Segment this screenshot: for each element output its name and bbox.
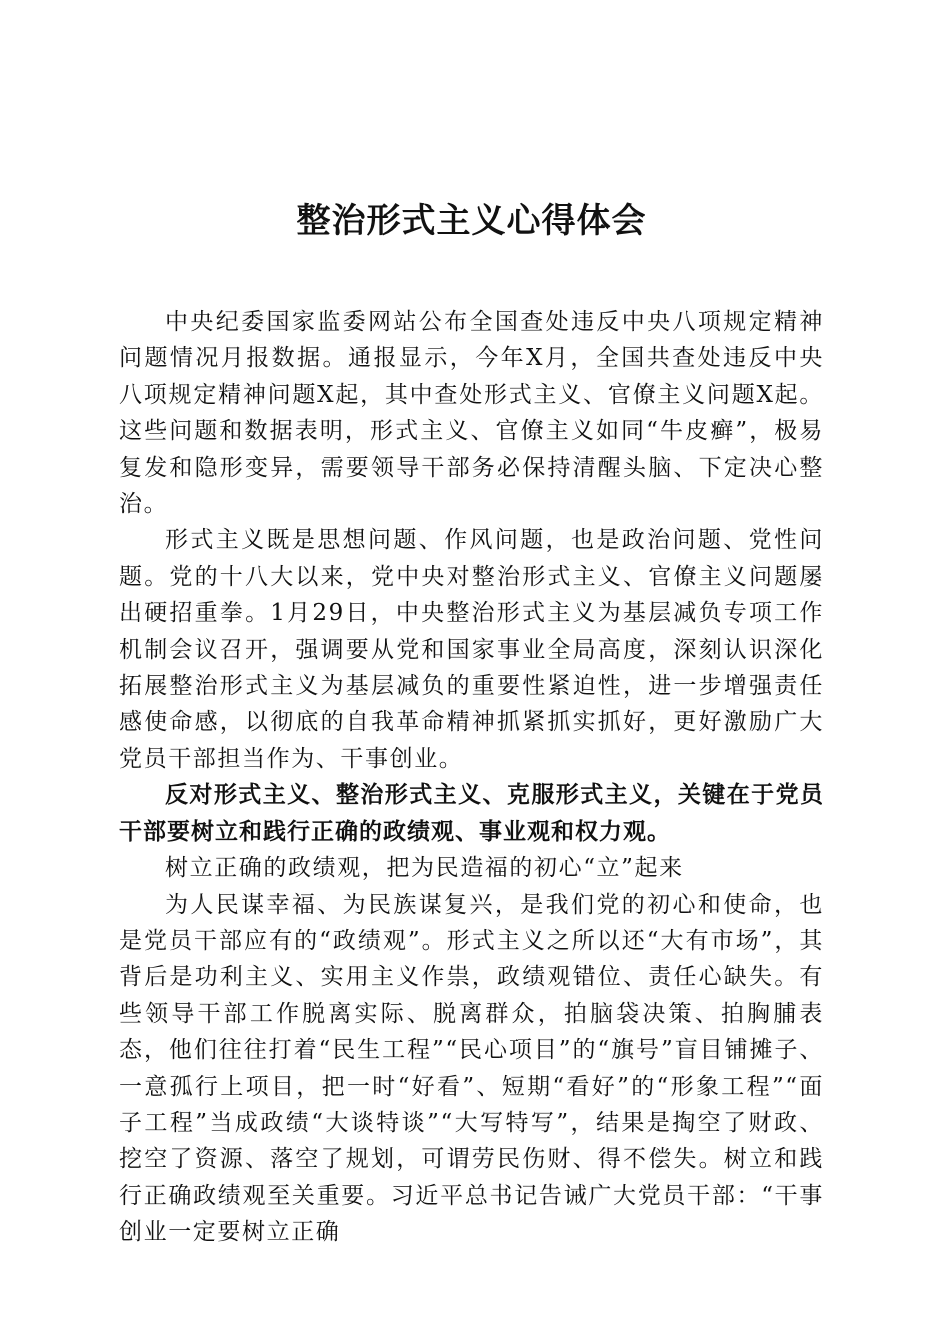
paragraph-5: 为人民谋幸福、为民族谋复兴，是我们党的初心和使命，也是党员干部应有的“政绩观”。形式主义之所以还“大有市场”，其背后是功利主义、实用主义作祟，政绩观错位、责任心缺失。有些领导干部工作脱离实际、脱离群众，拍脑袋决策、拍胸脯表态，他们往往打着“民生工程”“民心项目”的“旗号”盲目铺摊子、一意孤行上项目，把一时“好看”、短期“看好”的“形象工程”“面子工程”当成政绩“大谈特谈”“大写特写”，结果是掏空了财政、挖空了资源、落空了规划，可谓劳民伤财、得不偿失。树立和践行正确政绩观至关重要。习近平总书记告诫广大党员干部：“干事创业一定要树立正确 [119,891,824,1246]
paragraph-3-key-point: 反对形式主义、整治形式主义、克服形式主义，关键在于党员干部要树立和践行正确的政绩观、事业观和权力观。 [119,782,824,845]
section-heading: 树立正确的政绩观，把为民造福的初心“立”起来 [165,855,684,882]
paragraph-2: 形式主义既是思想问题、作风问题，也是政治问题、党性问题。党的十八大以来，党中央对整治形式主义、官僚主义问题屡出硬招重拳。1月29日，中央整治形式主义为基层减负专项工作机制会议召开，强调要从党和国家事业全局高度，深刻认识深化拓展整治形式主义为基层减负的重要性紧迫性，进一步增强责任感使命感，以彻底的自我革命精神抓紧抓实抓好，更好激励广大党员干部担当作为、干事创业。 [119,527,824,772]
document-title: 整治形式主义心得体会 [296,201,647,241]
document-body [119,196,824,1251]
paragraph-1: 中央纪委国家监委网站公布全国查处违反中央八项规定精神问题情况月报数据。通报显示，今年X月，全国共查处违反中央八项规定精神问题X起，其中查处形式主义、官僚主义问题X起。这些问题和数据表明，形式主义、官僚主义如同“牛皮癣”，极易复发和隐形变异，需要领导干部务必保持清醒头脑、下定决心整治。 [119,309,824,518]
